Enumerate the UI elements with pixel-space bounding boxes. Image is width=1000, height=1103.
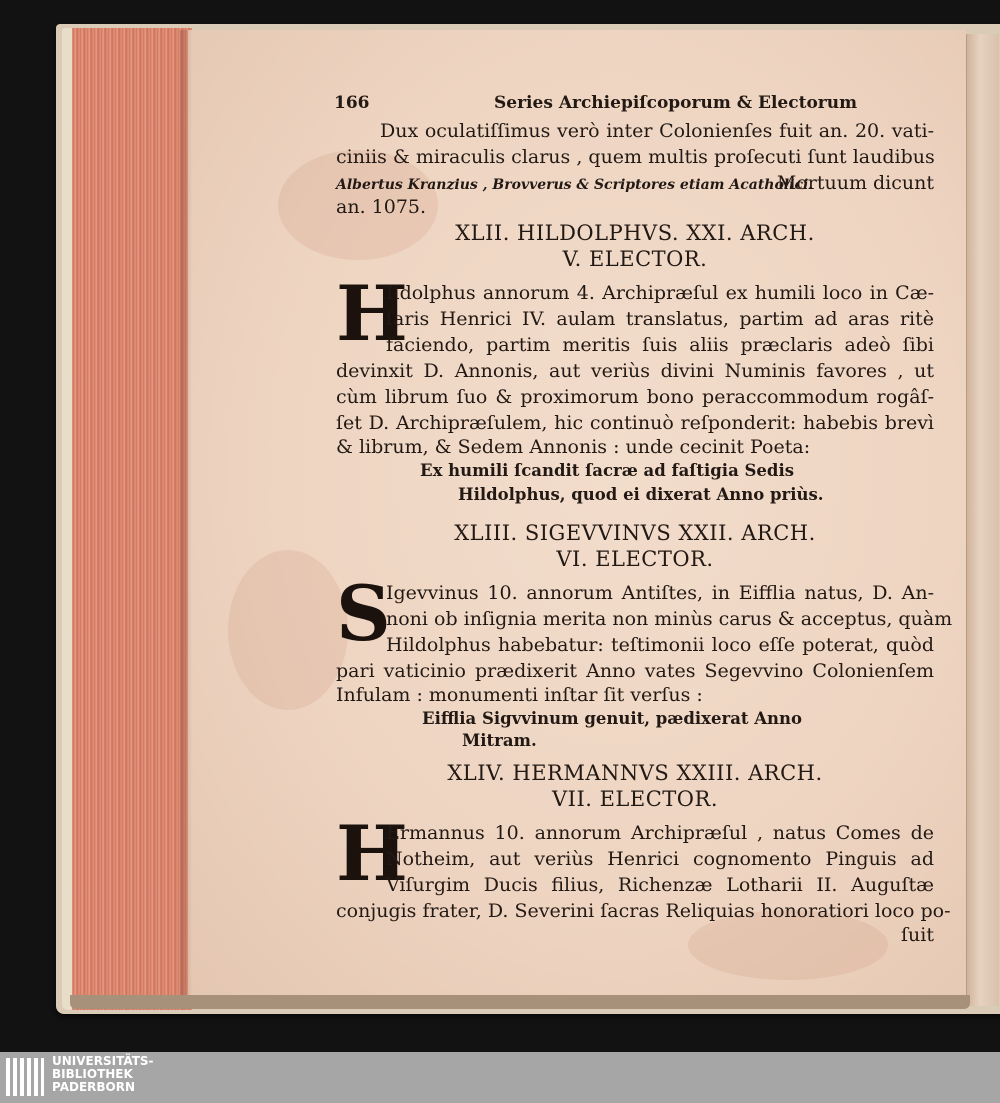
text-line: ciniis & miraculis clarus , quem multis proſecuti ſunt laudibus <box>336 146 935 168</box>
text-line: ſet D. Archipræſulem, hic continuò reſponderit: habebis brevì <box>336 412 934 434</box>
running-head: Series Archiepiſcoporum & Electorum <box>494 93 858 113</box>
verse-line: Ex humili ſcandit ſacræ ad faſtigia Sedis <box>420 461 795 480</box>
text-line: ſaris Henrici IV. aulam translatus, partim ad aras ritè <box>386 308 934 330</box>
drop-capital: H <box>336 269 408 358</box>
text-line: devinxit D. Annonis, aut veriùs divini Numinis favores , ut <box>336 360 934 382</box>
library-name-line: PADERBORN <box>52 1080 136 1094</box>
page-number: 166 <box>334 93 370 113</box>
text-line <box>336 172 934 196</box>
section-subheading: VII. ELECTOR. <box>552 787 718 811</box>
library-name-line: UNIVERSITÄTS- <box>52 1054 154 1068</box>
text-line: Notheim, aut veriùs Henrici cognomento Pinguis ad <box>386 848 934 870</box>
verse-line: Mitram. <box>462 731 537 750</box>
text-line: Igevvinus 10. annorum Antiſtes, in Eifflia natus, D. An- <box>386 582 934 604</box>
page-edges <box>62 28 192 1010</box>
text-line: Ermannus 10. annorum Archipræſul , natus Comes de <box>386 822 934 844</box>
text-line: Dux oculatiſſimus verò inter Colonienſes fuit an. 20. vati- <box>380 120 934 142</box>
text-line: conjugis frater, D. Severini ſacras Reliquias honoratiori loco po- <box>336 900 951 922</box>
drop-capital: H <box>336 809 408 898</box>
text-line: cùm librum ſuo & proximorum bono peraccommodum rogâſ- <box>336 386 934 408</box>
text-line: Hildolphus habebatur: teſtimonii loco eſſe poterat, quòd <box>386 634 934 656</box>
section-subheading: V. ELECTOR. <box>562 247 708 271</box>
paper-stain <box>228 550 348 710</box>
section-heading: XLII. HILDOLPHVS. XXI. ARCH. <box>455 221 815 245</box>
text-line: Viſurgim Ducis filius, Richenzæ Lotharii II. Auguſtæ <box>386 874 934 896</box>
section-heading: XLIV. HERMANNVS XXIII. ARCH. <box>447 761 823 785</box>
text-line: an. 1075. <box>336 196 427 218</box>
cited-authors: Albertus Kranzius , Brovverus & Scriptores etiam Acatholici. <box>336 177 814 193</box>
library-bars-logo-icon <box>4 1054 48 1100</box>
text-line: Infulam : monumenti inſtar ſit verſus : <box>336 684 703 706</box>
section-subheading: VI. ELECTOR. <box>556 547 714 571</box>
verse-line: Hildolphus, quod ei dixerat Anno priùs. <box>458 485 824 504</box>
text-line: & librum, & Sedem Annonis : unde cecinit Poeta: <box>336 436 811 458</box>
text-line: pari vaticinio prædixerit Anno vates Segevvino Colonienſem <box>336 660 934 682</box>
verse-line: Eifflia Sigvvinum genuit, pædixerat Anno <box>422 709 803 728</box>
text-line: Ildolphus annorum 4. Archipræſul ex humili loco in Cæ- <box>386 282 934 304</box>
text-line: faciendo, partim meritis ſuis aliis præclaris adeò ſibi <box>386 334 934 356</box>
book-board <box>70 995 970 1009</box>
library-footer-bar <box>0 1052 1000 1103</box>
gutter-shadow <box>180 30 192 1005</box>
text-line: noni ob inſignia merita non minùs carus & acceptus, quàm <box>386 608 953 630</box>
catchword: ſuit <box>901 924 934 946</box>
library-name-line: BIBLIOTHEK <box>52 1067 133 1081</box>
library-name <box>52 1055 154 1094</box>
drop-capital: S <box>336 569 391 658</box>
facing-page-edge <box>966 34 999 1006</box>
text-fragment: Mortuum dicunt <box>776 172 934 194</box>
section-heading: XLIII. SIGEVVINVS XXII. ARCH. <box>454 521 816 545</box>
